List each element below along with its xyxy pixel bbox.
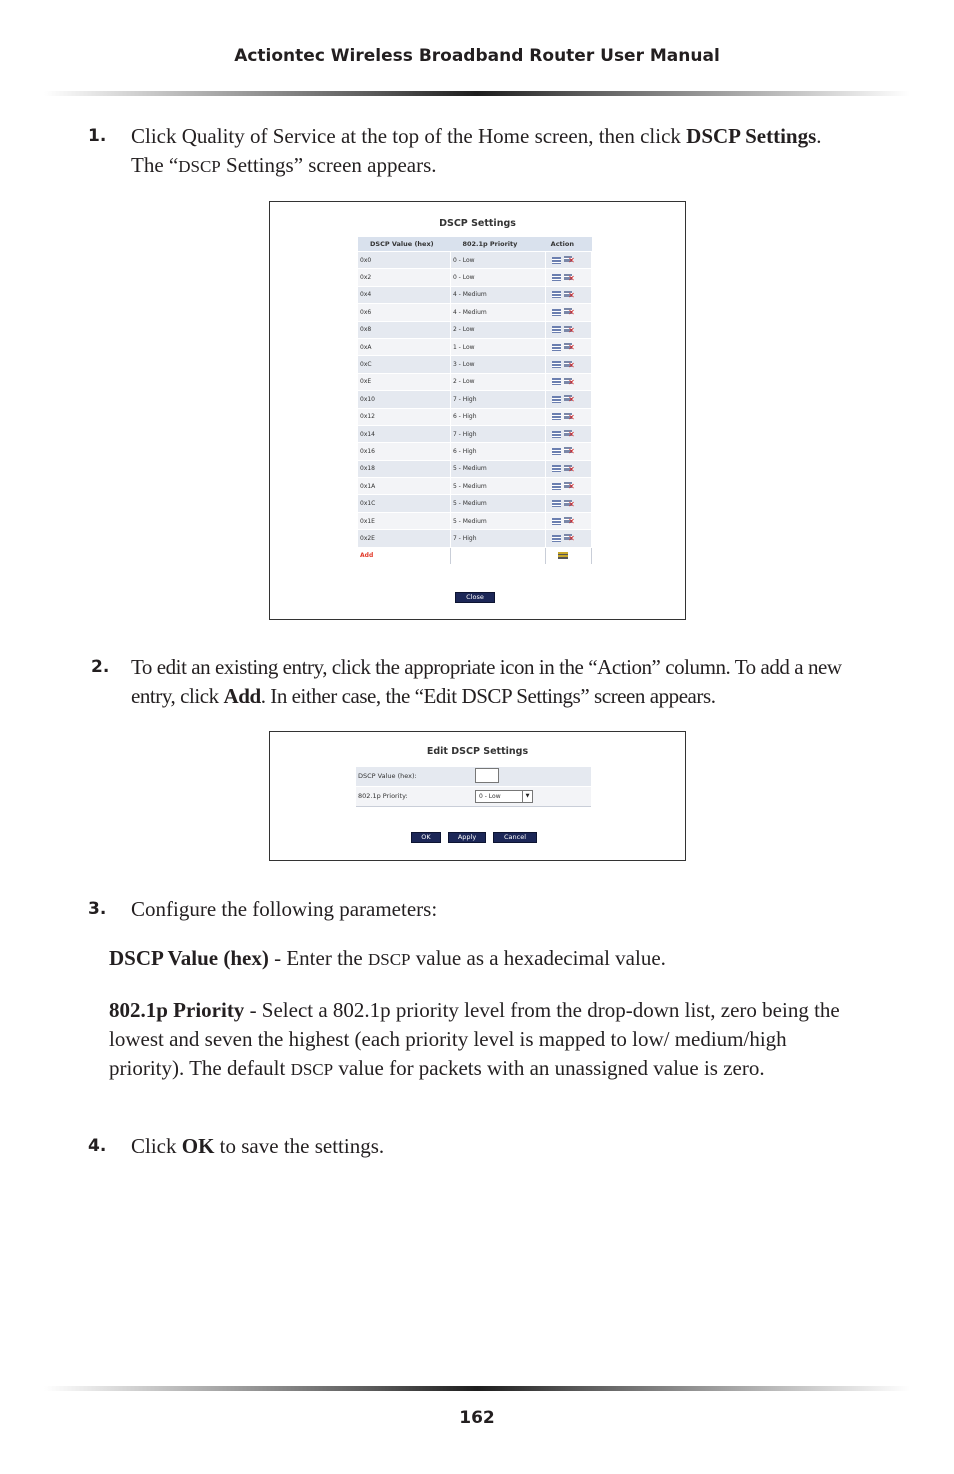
add-icon[interactable] [558,552,568,559]
edit-icon[interactable] [552,431,561,438]
dscp-value-cell: 0xA [358,338,450,355]
dscp-settings-title: DSCP Settings [439,218,516,229]
column-dscp-value: DSCP Value (hex) [358,237,450,252]
running-header: Actiontec Wireless Broadband Router User Manual [234,46,720,66]
dscp-value-cell: 0x14 [358,425,450,442]
step-3-number: 3. [88,899,107,919]
close-button[interactable]: Close [455,592,495,603]
add-cell [358,547,450,564]
action-cell [546,321,592,338]
delete-icon[interactable] [564,325,574,335]
action-cell [546,356,592,373]
table-row [358,338,592,355]
chevron-down-icon[interactable]: ▼ [522,791,532,802]
edit-icon[interactable] [552,326,561,333]
footer-rule [44,1386,910,1391]
edit-dscp-form [356,767,591,807]
param-priority [109,996,859,1084]
ok-button[interactable]: OK [411,832,441,843]
table-row [358,478,592,495]
add-action-cell [546,547,592,564]
add-link[interactable]: Add [360,552,374,560]
delete-icon[interactable] [564,412,574,422]
step-1-text-c: Settings” screen appears. [220,153,437,177]
table-row [358,252,592,269]
step-1-number: 1. [88,126,107,146]
delete-icon[interactable] [564,307,574,317]
action-cell [546,304,592,321]
param-dscp-value-text-b: value as a hexadecimal value. [410,946,666,970]
edit-icon[interactable] [552,291,561,298]
cancel-button[interactable]: Cancel [493,832,537,843]
action-cell [546,478,592,495]
delete-icon[interactable] [564,360,574,370]
dscp-value-cell: 0xC [358,356,450,373]
table-row [358,304,592,321]
table-row [358,495,592,512]
action-cell [546,530,592,547]
delete-icon[interactable] [564,481,574,491]
action-cell [546,286,592,303]
priority-cell: 0 - Low [450,269,545,286]
dscp-value-input[interactable] [475,768,499,783]
edit-icon[interactable] [552,257,561,264]
action-cell [546,443,592,460]
edit-icon[interactable] [552,500,561,507]
delete-icon[interactable] [564,342,574,352]
table-row [358,286,592,303]
edit-icon[interactable] [552,396,561,403]
priority-select[interactable] [475,790,533,803]
delete-icon[interactable] [564,516,574,526]
action-cell [546,512,592,529]
table-row [358,443,592,460]
step-1-text-a: Click Quality of Service at the top of the Home screen, then click [131,124,687,148]
action-cell [546,252,592,269]
empty-cell [450,547,545,564]
dscp-table [358,237,592,565]
dscp-value-cell: 0x6 [358,304,450,321]
step-2-text-a: To edit an existing entry, click the appropriate icon in the “Action” column. To add a new entry, click [131,655,842,708]
table-row [358,530,592,547]
delete-icon[interactable] [564,429,574,439]
priority-cell: 4 - Medium [450,304,545,321]
delete-icon[interactable] [564,499,574,509]
priority-cell: 5 - Medium [450,460,545,477]
priority-cell: 5 - Medium [450,495,545,512]
edit-icon[interactable] [552,361,561,368]
page-number: 162 [459,1408,495,1428]
table-row [358,512,592,529]
dscp-value-cell: 0x12 [358,408,450,425]
dscp-table-header [358,237,592,252]
delete-icon[interactable] [564,377,574,387]
edit-icon[interactable] [552,309,561,316]
edit-icon[interactable] [552,378,561,385]
param-priority-name: 802.1p Priority [109,998,245,1022]
table-row [358,321,592,338]
dscp-value-row [356,767,591,787]
table-row [358,373,592,390]
action-cell [546,425,592,442]
dscp-value-cell: 0x2 [358,269,450,286]
param-priority-text-a: - Select a 802.1p priority level from the drop-down list, zero being the lowest and seven the highest (each priority level is mapped to low/ medium/high priority). The default [109,998,840,1080]
dscp-value-cell: 0x2E [358,530,450,547]
priority-label: 802.1p Priority: [358,792,408,800]
action-cell [546,373,592,390]
delete-icon[interactable] [564,273,574,283]
table-row [358,460,592,477]
dscp-value-cell: 0x8 [358,321,450,338]
step-4-bold: OK [181,1134,215,1158]
step-1-text [131,122,831,181]
param-dscp-value-text-a: - Enter the [268,946,368,970]
action-cell [546,495,592,512]
dscp-value-cell: 0x16 [358,443,450,460]
priority-row [356,787,591,807]
priority-cell: 5 - Medium [450,512,545,529]
edit-icon[interactable] [552,518,561,525]
param-dscp-value [109,944,869,974]
priority-cell: 7 - High [450,530,545,547]
priority-cell: 7 - High [450,425,545,442]
param-priority-dscp: DSCP [290,1060,334,1079]
column-priority: 802.1p Priority [450,237,545,252]
step-4-text [131,1132,831,1161]
dscp-value-cell: 0xE [358,373,450,390]
step-1-bold: DSCP Settings [686,124,817,148]
action-cell [546,269,592,286]
step-4-number: 4. [88,1136,107,1156]
priority-cell: 2 - Low [450,373,545,390]
delete-icon[interactable] [564,464,574,474]
priority-cell: 5 - Medium [450,478,545,495]
action-cell [546,391,592,408]
dscp-value-cell: 0x10 [358,391,450,408]
priority-cell: 4 - Medium [450,286,545,303]
step-1-dscp: DSCP [178,157,221,176]
add-row [358,547,592,564]
param-dscp-value-name: DSCP Value (hex) [109,946,269,970]
priority-cell: 6 - High [450,443,545,460]
table-row [358,391,592,408]
header-rule [44,91,910,96]
dscp-value-cell: 0x4 [358,286,450,303]
step-2-text [131,653,881,711]
dscp-value-cell: 0x1E [358,512,450,529]
step-2-text-b: . In either case, the “Edit DSCP Settings” screen appears. [260,684,716,708]
priority-cell: 7 - High [450,391,545,408]
apply-button[interactable]: Apply [448,832,486,843]
action-cell [546,338,592,355]
delete-icon[interactable] [564,290,574,300]
param-dscp-value-dscp: DSCP [367,950,411,969]
priority-cell: 2 - Low [450,321,545,338]
step-4-text-a: Click [131,1134,182,1158]
table-row [358,356,592,373]
edit-icon[interactable] [552,448,561,455]
table-row [358,269,592,286]
dscp-value-cell: 0x1C [358,495,450,512]
step-1-text-b: . The “ [131,124,822,177]
priority-cell: 6 - High [450,408,545,425]
delete-icon[interactable] [564,255,574,265]
edit-dscp-settings-screenshot [269,731,686,861]
priority-selected-value: 0 - Low [479,793,501,800]
edit-dscp-settings-title: Edit DSCP Settings [426,746,529,757]
param-priority-text-b: value for packets with an unassigned value is zero. [333,1056,765,1080]
dscp-value-cell: 0x18 [358,460,450,477]
column-action: Action [546,237,592,252]
edit-icon[interactable] [552,465,561,472]
action-cell [546,460,592,477]
table-row [358,425,592,442]
step-3-text: Configure the following parameters: [131,897,438,921]
edit-icon[interactable] [552,274,561,281]
delete-icon[interactable] [564,446,574,456]
edit-icon[interactable] [552,483,561,490]
edit-icon[interactable] [552,535,561,542]
edit-icon[interactable] [552,344,561,351]
dscp-value-cell: 0x0 [358,252,450,269]
dscp-value-label: DSCP Value (hex): [358,772,417,780]
dscp-settings-screenshot [269,201,686,620]
delete-icon[interactable] [564,533,574,543]
delete-icon[interactable] [564,394,574,404]
priority-cell: 1 - Low [450,338,545,355]
priority-cell: 0 - Low [450,252,545,269]
dscp-value-cell: 0x1A [358,478,450,495]
table-row [358,408,592,425]
step-2-number: 2. [91,657,110,677]
priority-cell: 3 - Low [450,356,545,373]
action-cell [546,408,592,425]
step-4-text-b: to save the settings. [214,1134,385,1158]
step-2-bold: Add [223,684,261,708]
edit-icon[interactable] [552,413,561,420]
